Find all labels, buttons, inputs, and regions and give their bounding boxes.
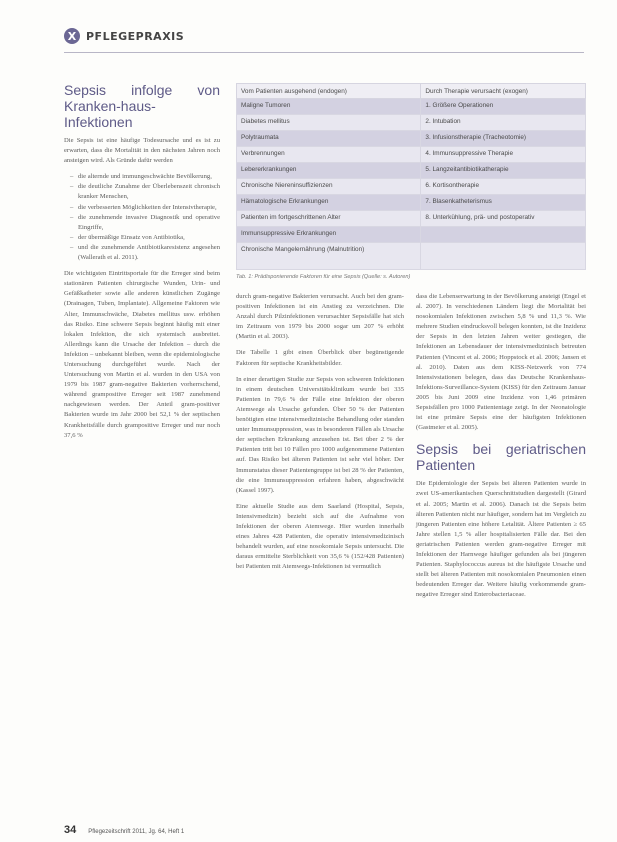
- table-row: [237, 195, 586, 211]
- table-cell: Patienten im fortgeschrittenen Alter: [237, 211, 421, 227]
- table-cell: Hämatologische Erkrankungen: [237, 195, 421, 211]
- table-row: [237, 131, 586, 147]
- list-item: – und die zunehmende Antibiotikaresistenz angesehen (Wallerath et al. 2011).: [72, 243, 220, 263]
- risk-list: [64, 172, 220, 263]
- table-cell: 6. Kortisontherapie: [421, 179, 586, 195]
- table-cell: 3. Infusionstherapie (Tracheotomie): [421, 131, 586, 147]
- table-cell: [421, 227, 586, 243]
- table-cell: Lebererkrankungen: [237, 163, 421, 179]
- journal-reference: Pflegezeitschrift 2011, Jg. 64, Heft 1: [88, 829, 185, 835]
- table-cell: 4. Immunsuppressive Therapie: [421, 147, 586, 163]
- right-paragraph-1: dass die Lebenserwartung in der Bevölkerung ansteigt (Engel et al. 2007). In verschiedenen Ländern liegt die Mortalität bei nosokomialen Infektionen zwischen 5,8 % und 11,3 %. Wie mehrere Studien eindrucksvoll belegen konnten, ist die Inzidenz der Sepsis in den letzten Jahren weiter gestiegen, die Infektionen an Lebensdauer der intensivmedizinisch betreuten Patienten (Vincent et al. 2006; Hoppstock et al. 2006; Jansen et al. 2010). Daten aus dem KISS-Netzwerk von 774 Intensivstationen belegen, dass das Deutsche Krankenhaus-Infektions-Surveillance-System (KISS) für den Zeitraum Januar 2005 bis Juni 2009 eine Inzidenz von 1,46 primären Sepsisfällen pro 1000 Patiententage zeigt. In der Neonatologie ist eine primäre Sepsis eine der häufigsten Infektionen (Gastmeier et al. 2005).: [416, 293, 586, 432]
- table-cell: 8. Unterkühlung, prä- und postoperativ: [421, 211, 586, 227]
- page-header: [64, 26, 184, 46]
- section-label: PFLEGEPRAXIS: [86, 29, 185, 43]
- list-item: – die zunehmende invasive Diagnostik und operative Eingriffe,: [72, 213, 220, 233]
- mid-paragraph-4: Eine aktuelle Studie aus dem Saarland (Hospital, Sepsis, Intensivmedizin) bezieht sich auf die Aufnahme von Infektionen der oberen Atemwege. Hier wurden innerhalb eines Jahres 428 Patienten, die operativ intensivmedizinisch behandelt wurden, auf eine nosokomiale Sepsis untersucht. Die daraus ermittelte Sterblichkeit von 35,6 % (152/428 Patienten) bei Patienten mit Atemwegs-Infektionen ist vermutlich: [236, 502, 404, 571]
- table-cell: Polytraumata: [237, 131, 421, 147]
- table-row: [237, 211, 586, 227]
- header-rule: [64, 52, 584, 53]
- section-heading-geriatric: Sepsis bei geriatrischen Patienten: [416, 441, 586, 474]
- table-cell: Verbrennungen: [237, 147, 421, 163]
- right-column: [416, 292, 586, 606]
- table-row: [237, 243, 586, 270]
- list-item: – die alternde und immungeschwächte Bevölkerung,: [72, 172, 220, 182]
- table-cell: Chronische Mangelernährung (Malnutrition): [237, 243, 421, 270]
- left-column: [64, 82, 220, 447]
- table-caption: Tab. 1: Prädisponierende Faktoren für eine Sepsis (Quelle: s. Autoren): [236, 274, 411, 280]
- article-heading: Sepsis infolge von Kranken-haus-Infektionen: [64, 82, 220, 130]
- factors-table-box: [236, 83, 586, 280]
- table-cell: [421, 243, 586, 270]
- factors-table: [236, 83, 586, 270]
- left-paragraph-1: Die Sepsis ist eine häufige Todesursache und es ist zu erwarten, dass die Mortalität in den nächsten Jahren noch ansteigen wird. Als Gründe dafür werden: [64, 137, 220, 165]
- table-cell: 1. Größere Operationen: [421, 99, 586, 115]
- left-paragraph-2: Die wichtigsten Eintrittsportale für die Erreger sind beim stationären Patienten chirurgische Wunden, Urin- und Gefäßkatheter sowie alle anderen künstlichen Zugänge (Drainagen, Tuben, Implantate). Allgemeine Faktoren wie Alter, Immunschwäche, Diabetes mellitus usw. erhöhen das Risiko. Eine schwere Sepsis beginnt häufig mit einer lokalen Infektion, die sich systemisch ausbreitet. Allerdings kann die Ursache der Infektion – durch die Infektion – unbekannt bleiben, wenn die epidemiologische Untersuchung durchgeführt wurde. Nach der Untersuchung von Martin et al. wurden in den USA von 1979 bis 1987 gram-negative Bakterien vorherrschend, während grampositive Erreger seit 1987 zunehmend nachgewiesen werden. Der Anteil gram-positiver Bakterien wurde im Jahr 2000 bei 52,1 % der septischen Krankheitsfälle durch grampositive Erreger und nur noch 37,6 %: [64, 270, 220, 439]
- middle-column: [236, 292, 404, 578]
- table-row: [237, 179, 586, 195]
- mid-paragraph-1: durch gram-negative Bakterien verursacht. Auch bei den gram-positiven Infektionen ist ein Anstieg zu verzeichnen. Die Anzahl durch Pilzinfektionen verursachter Sepsisfälle hat sich im Zeitraum von 1979 bis 2000 sogar um 207 % erhöht (Martin et al. 2003).: [236, 293, 404, 341]
- page-footer: [64, 824, 184, 836]
- table-row: [237, 163, 586, 179]
- table-cell: 2. Intubation: [421, 115, 586, 131]
- table-row: [237, 99, 586, 115]
- mid-paragraph-2: Die Tabelle 1 gibt einen Überblick über begünstigende Faktoren für septische Krankheitsbilder.: [236, 349, 404, 367]
- table-cell: 7. Blasenkatheterismus: [421, 195, 586, 211]
- list-item: – die verbesserten Möglichkeiten der Intensivtherapie,: [72, 203, 220, 213]
- mid-paragraph-3: In einer derartigen Studie zur Sepsis von schweren Infektionen in einem deutschen Universitätsklinikum wurde bei 335 Patienten in 79,6 % der Fälle eine Infektion der oberen Atemwege als Ursache gefunden. Über 50 % der Patienten benötigten eine intensivmedizinische Behandlung oder standen unter Immunsuppression, was in besonderen Fällen als Ursache der septischen Erkrankung anzusehen ist. Bei über 2 % der Patienten tritt bei 10 Fällen pro 1000 aufgenommene Patienten auf. Das Risiko bei älteren Patienten ist sehr viel höher. Der Immunstatus dieser Patientengruppe ist bei 28 % der Patienten, die eine Immunsuppression erfahren haben, abgeschwächt (Kassel 1997).: [236, 375, 404, 494]
- table-cell: 5. Langzeitantibiotikatherapie: [421, 163, 586, 179]
- table-cell: Diabetes mellitus: [237, 115, 421, 131]
- table-cell: Maligne Tumoren: [237, 99, 421, 115]
- page-number: 34: [64, 824, 77, 836]
- list-item: – die deutliche Zunahme der Überlebenszeit chronisch kranker Menschen,: [72, 182, 220, 202]
- right-paragraph-2: Die Epidemiologie der Sepsis bei älteren Patienten wurde in zwei US-amerikanischen Querschnittstudien dargestellt (Girard et al. 2005; Martin et al. 2006). Danach ist die Sepsis beim älteren Patienten nicht nur häufiger, sondern hat im Vergleich zu jüngeren Patienten eine höhere Letalität. Ältere Patienten ≥ 65 Jahre stellen 1,5 % aller hospitalisierten Fälle dar. Bei den geriatrischen Patienten werden gram-negative Erreger mit Infektionen der Harnwege häufiger gefunden als bei jüngeren Patienten. Staphylococcus aureus ist die häufigste Ursache und stellt bei älteren Patienten mit nosokomialen Pneumonien einen bedeutenden Erreger dar. Weitere häufig vorkommende gram-negative Erreger sind Enterobacteriaceae.: [416, 480, 586, 599]
- table-row: [237, 147, 586, 163]
- table-cell: Immunsuppressive Erkrankungen: [237, 227, 421, 243]
- section-logo-icon: X: [64, 28, 80, 44]
- table-header-endogen: Vom Patienten ausgehend (endogen): [237, 84, 421, 99]
- table-cell: Chronische Niereninsuffizienzen: [237, 179, 421, 195]
- table-header-row: [237, 84, 586, 99]
- table-row: [237, 227, 586, 243]
- table-row: [237, 115, 586, 131]
- list-item: – der übermäßige Einsatz von Antibiotika,: [72, 233, 220, 243]
- table-header-exogen: Durch Therapie verursacht (exogen): [421, 84, 586, 99]
